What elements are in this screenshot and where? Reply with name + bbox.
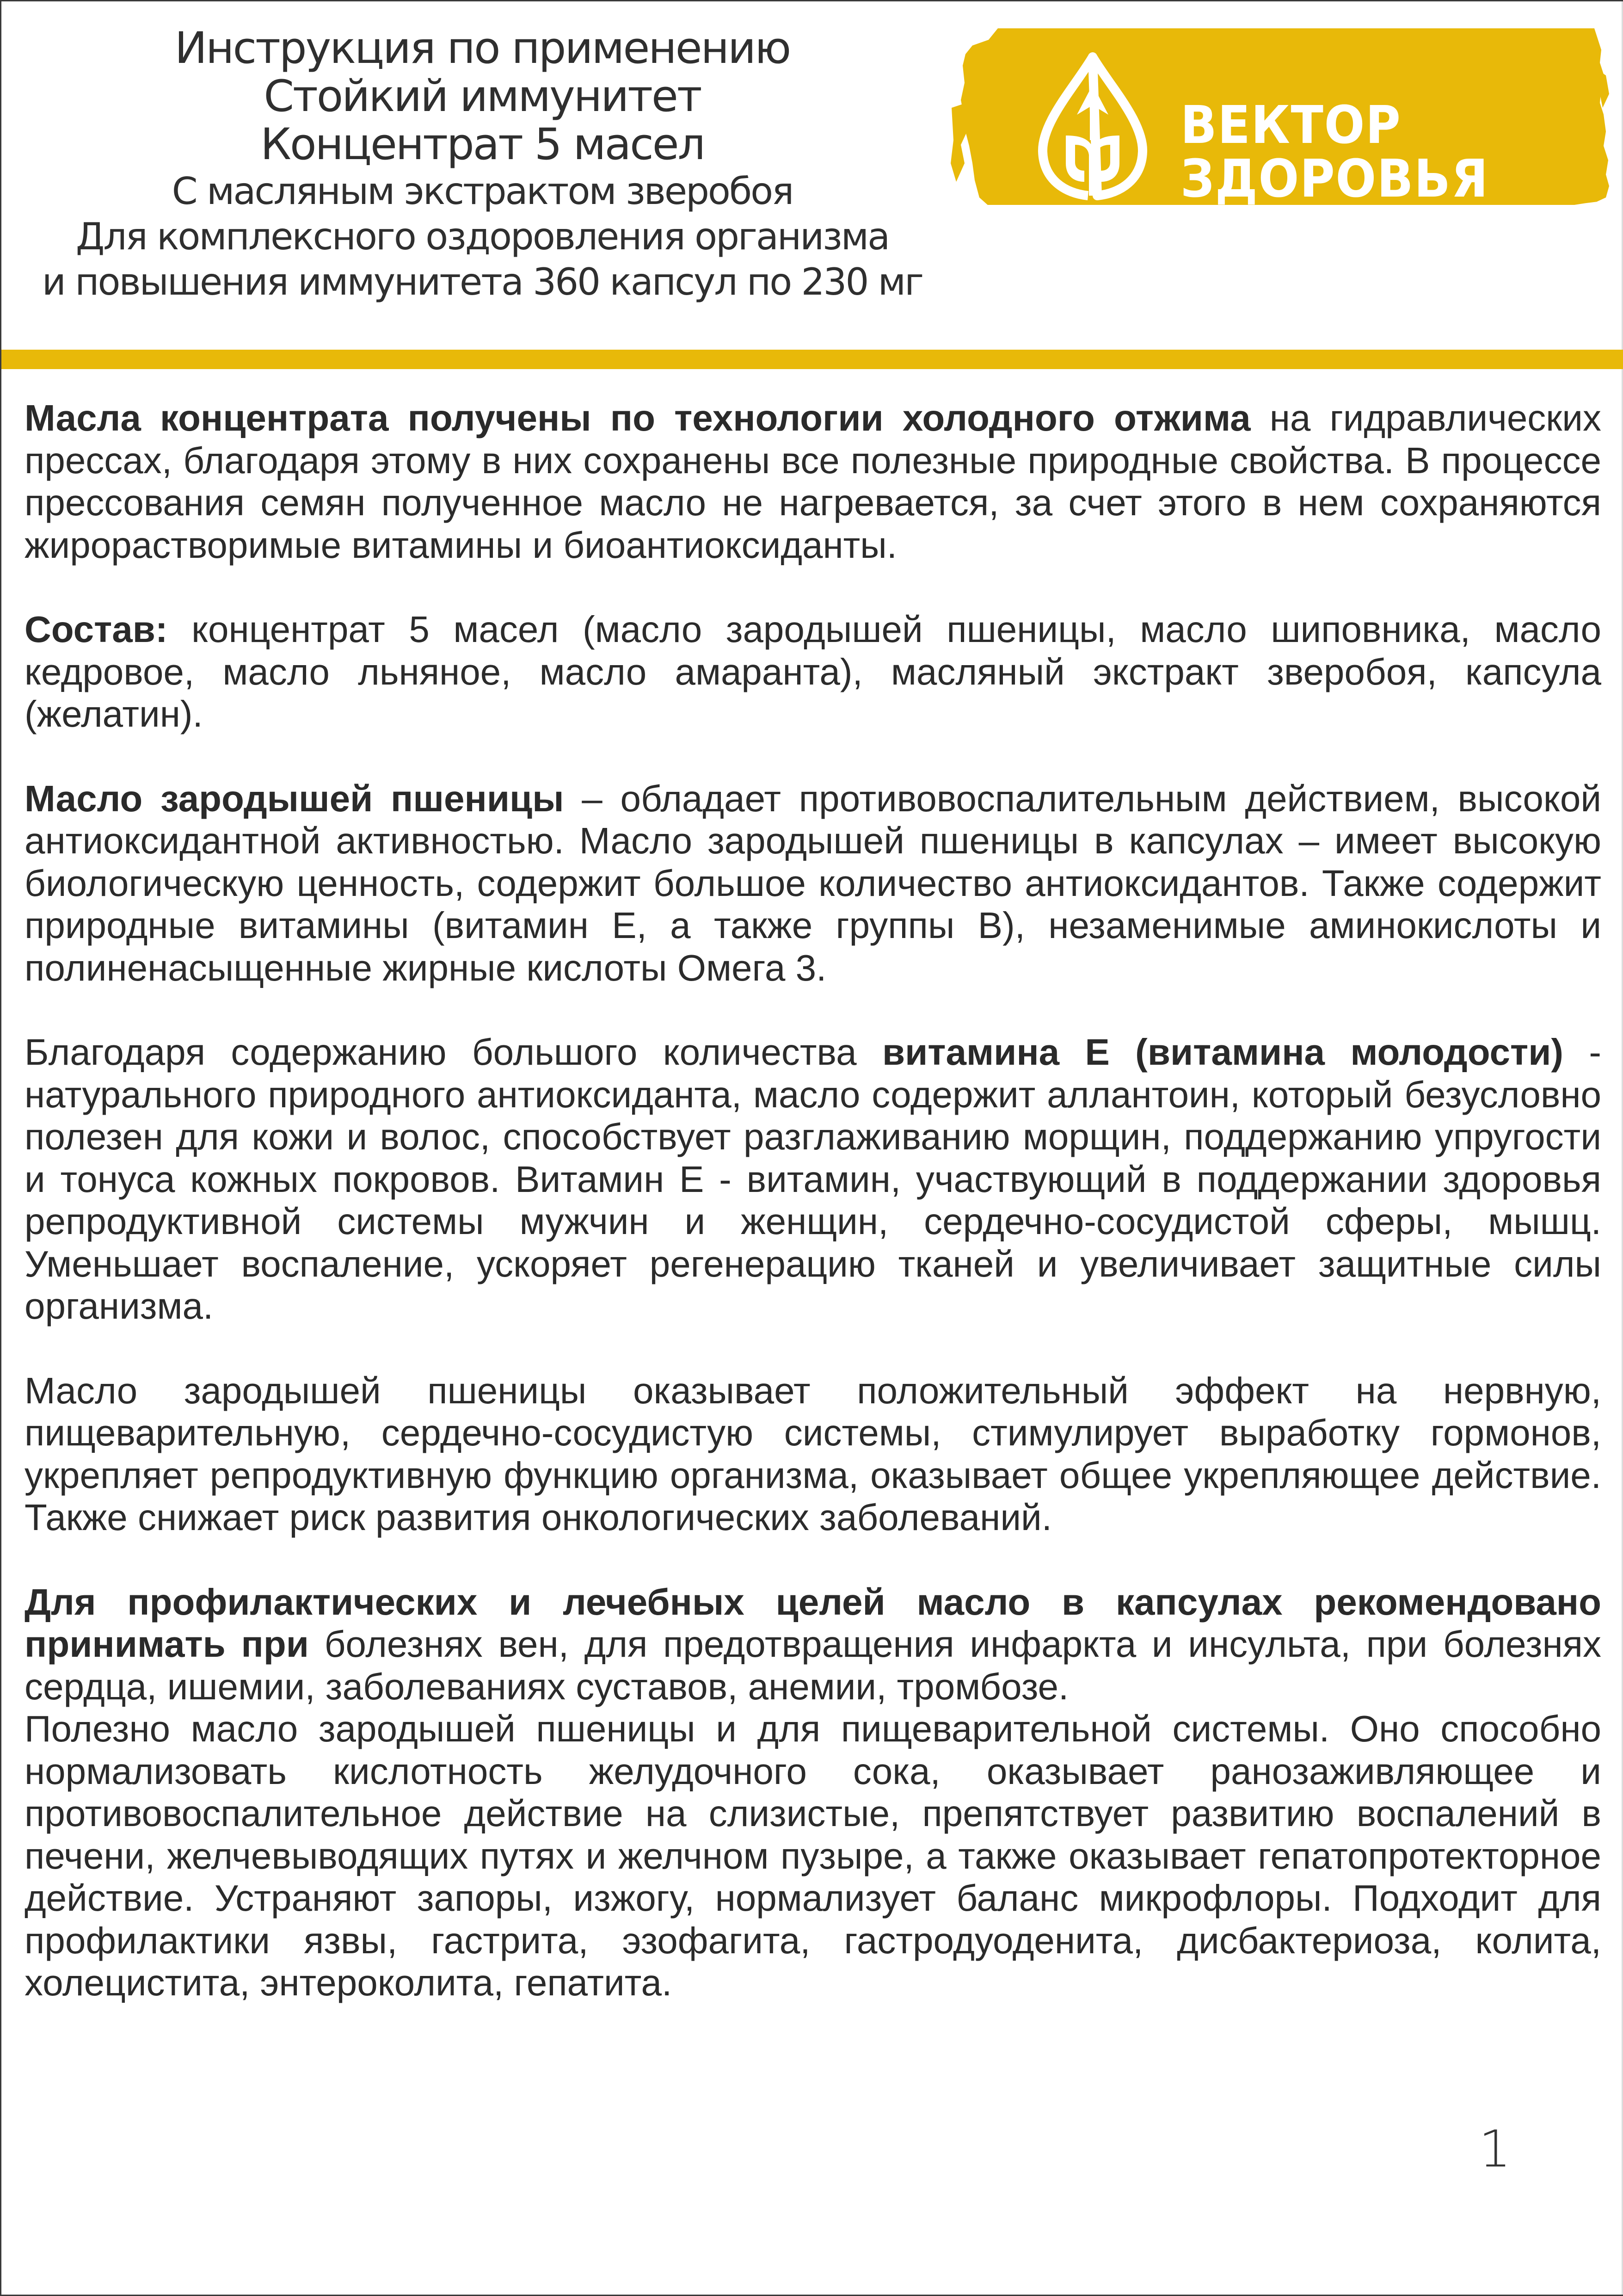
paragraph-composition bbox=[25, 608, 1601, 735]
paragraph-vitamin-e bbox=[25, 1031, 1601, 1327]
title-product-name: Стойкий иммунитет bbox=[264, 71, 701, 122]
paragraph-indications bbox=[25, 1581, 1601, 1708]
brand-name-line1: ВЕКТОР bbox=[1180, 95, 1402, 155]
subtitle-extract: С масляным экстрактом зверобоя bbox=[172, 170, 793, 213]
paragraph-digestive bbox=[25, 1708, 1601, 2004]
composition-label: Состав: bbox=[25, 609, 168, 650]
indications-heading: Для профилактических и лечебных целей масло в капсулах рекомендовано принимать при bbox=[25, 1581, 1601, 1665]
digestive-text: Полезно масло зародышей пшеницы и для пищеварительной системы. Оно способно нормализовать кислотность желудочного сока, оказывает ранозаживляющее и противовоспалительное действие на слизистые, препятствует развитию воспалений в печени, желчевыводящих путях и желчном пузыре, а также оказывает гепатопротекторное действие. Устраняют запоры, изжогу, нормализует баланс микрофлоры. Подходит для профилактики язвы, гастрита, эзофагита, гастродуоденита, дисбактериоза, колита, холецистита, энтероколита, гепатита. bbox=[25, 1708, 1601, 2003]
paragraph-effects bbox=[25, 1370, 1601, 1539]
wheat-germ-text: – обладает противовоспалительным действием, высокой антиоксидантной активностью. Масло зародышей пшеницы в капсулах – имеет высокую биологическую ценность, содержит большое количество антиоксидантов. Также содержит природные витамины (витамин Е, а также группы В), незаменимые аминокислоты и полиненасыщенные жирные кислоты Омега 3. bbox=[25, 778, 1602, 988]
vitamin-e-intro: Благодаря содержанию большого количества bbox=[25, 1031, 882, 1073]
indications-text: болезнях вен, для предотвращения инфаркта и инсульта, при болезнях сердца, ишемии, заболеваниях суставов, анемии, тромбозе. bbox=[25, 1623, 1601, 1707]
paragraph-cold-press bbox=[25, 397, 1601, 566]
title-product-type: Концентрат 5 масел bbox=[260, 119, 704, 170]
vitamin-e-text: - натурального природного антиоксиданта, масло содержит аллантоин, который безусловно полезен для кожи и волос, способствует разглаживанию морщин, поддержанию упругости и тонуса кожных покровов. Витамин Е - витамин, участвующий в поддержании здоровья репродуктивной системы мужчин и женщин, сердечно-сосудистой сферы, мышц. Уменьшает воспаление, ускоряет регенерацию тканей и увеличивает защитные силы организма. bbox=[25, 1031, 1601, 1327]
header-divider-bar bbox=[1, 350, 1623, 369]
cold-press-heading: Масла концентрата получены по технологии холодного отжима bbox=[25, 397, 1251, 438]
subtitle-capsules: и повышения иммунитета 360 капсул по 230 мг bbox=[42, 260, 923, 303]
effects-text: Масло зародышей пшеницы оказывает положительный эффект на нервную, пищеварительную, сердечно-сосудистую системы, стимулирует выработку гормонов, укрепляет репродуктивную функцию организма, оказывает общее укрепляющее действие. Также снижает риск развития онкологических заболеваний. bbox=[25, 1370, 1601, 1538]
drop-sprout-arrow-icon bbox=[1033, 52, 1153, 200]
product-title-block bbox=[15, 25, 949, 305]
page-number: 1 bbox=[1479, 2119, 1511, 2179]
title-instruction: Инструкция по применению bbox=[174, 23, 790, 74]
brand-name bbox=[1180, 95, 1489, 209]
subtitle-purpose: Для комплексного оздоровления организма bbox=[75, 215, 889, 258]
brand-name-line2: ЗДОРОВЬЯ bbox=[1180, 149, 1489, 209]
wheat-germ-heading: Масло зародышей пшеницы bbox=[25, 778, 564, 819]
vitamin-e-heading: витамина Е (витамина молодости) bbox=[882, 1031, 1564, 1073]
instruction-body bbox=[25, 397, 1601, 2004]
paragraph-wheat-germ-oil bbox=[25, 778, 1601, 989]
cold-press-text: на гидравлических прессах, благодаря этому в них сохранены все полезные природные свойства. В процессе прессования семян полученное масло не нагревается, за счет этого в нем сохраняются жирорастворимые витамины и биоантиоксиданты. bbox=[25, 397, 1601, 566]
composition-text: концентрат 5 масел (масло зародышей пшеницы, масло шиповника, масло кедровое, масло льняное, масло амаранта), масляный экстракт зверобоя, капсула (желатин). bbox=[25, 609, 1601, 734]
brand-logo bbox=[947, 25, 1613, 209]
